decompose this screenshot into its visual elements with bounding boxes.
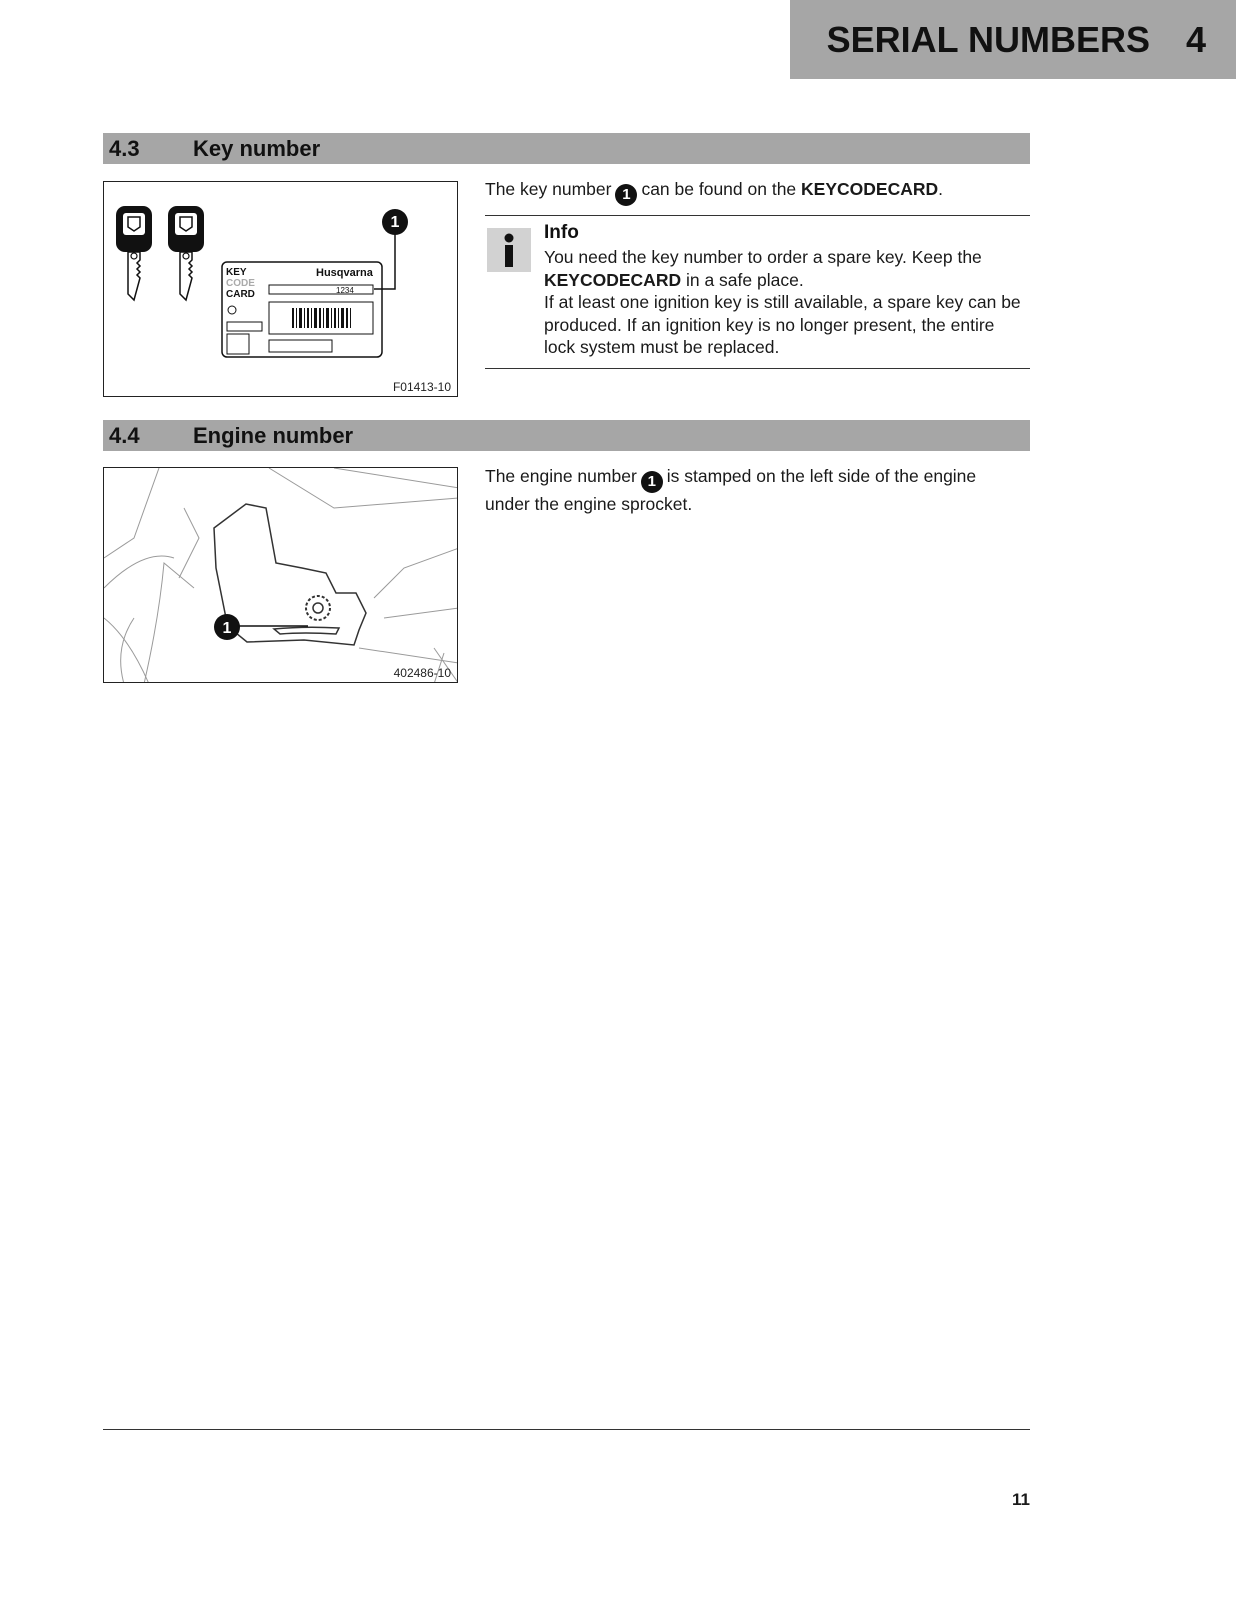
text-segment: is stamped on the left side of the engine under the engine sprocket. <box>485 466 977 514</box>
keycodecard-term: KEYCODECARD <box>544 269 682 290</box>
chapter-header <box>790 0 1236 79</box>
footer-divider <box>103 1429 1030 1430</box>
info-box <box>485 215 1030 369</box>
key-number-figure <box>103 181 458 397</box>
chapter-number: 4 <box>1185 18 1206 60</box>
text-segment: The engine number <box>485 466 637 486</box>
engine-number-paragraph <box>485 465 1025 516</box>
figure-callout-1: 1 <box>390 214 400 231</box>
text-segment: can be found on the <box>641 179 797 199</box>
info-text <box>544 246 1030 359</box>
text-segment: The key number <box>485 179 612 199</box>
ignition-key-icon <box>116 206 152 300</box>
engine-number-figure <box>103 467 458 683</box>
card-code-label: CODE <box>226 278 255 289</box>
info-text-segment: in a safe place. <box>685 269 804 290</box>
figure-code: F01413-10 <box>392 380 451 394</box>
info-icon <box>487 228 531 272</box>
info-title: Info <box>544 222 579 243</box>
card-key-label: KEY <box>226 267 247 278</box>
card-brand-label: Husqvarna <box>316 267 373 279</box>
section-title: Key number <box>193 135 321 161</box>
text-segment: . <box>938 179 944 199</box>
section-number: 4.3 <box>109 135 140 161</box>
ignition-key-icon <box>168 206 204 300</box>
engine-sprocket-icon <box>306 596 330 620</box>
keycodecard-term: KEYCODECARD <box>801 179 939 199</box>
figure-code: 402486-10 <box>393 666 451 680</box>
section-heading-engine-number <box>103 420 1030 451</box>
card-card-label: CARD <box>226 289 255 300</box>
card-key-number: 1234 <box>336 286 354 295</box>
callout-marker: 1 <box>641 471 663 493</box>
section-number: 4.4 <box>109 422 140 448</box>
engine-illustration <box>104 468 458 683</box>
chapter-title: SERIAL NUMBERS <box>826 18 1150 60</box>
section-heading-key-number <box>103 133 1030 164</box>
callout-marker: 1 <box>615 184 637 206</box>
page-number: 11 <box>1012 1490 1030 1509</box>
key-illustration <box>104 182 458 397</box>
section-title: Engine number <box>193 422 354 448</box>
key-number-paragraph <box>485 178 1030 206</box>
info-text-segment: You need the key number to order a spare key. Keep the <box>544 247 982 267</box>
info-text-segment: If at least one ignition key is still available, a spare key can be produced. If an ignition key is no longer present, the entire lock system must be replaced. <box>544 292 1021 357</box>
figure-callout-1: 1 <box>222 620 232 637</box>
